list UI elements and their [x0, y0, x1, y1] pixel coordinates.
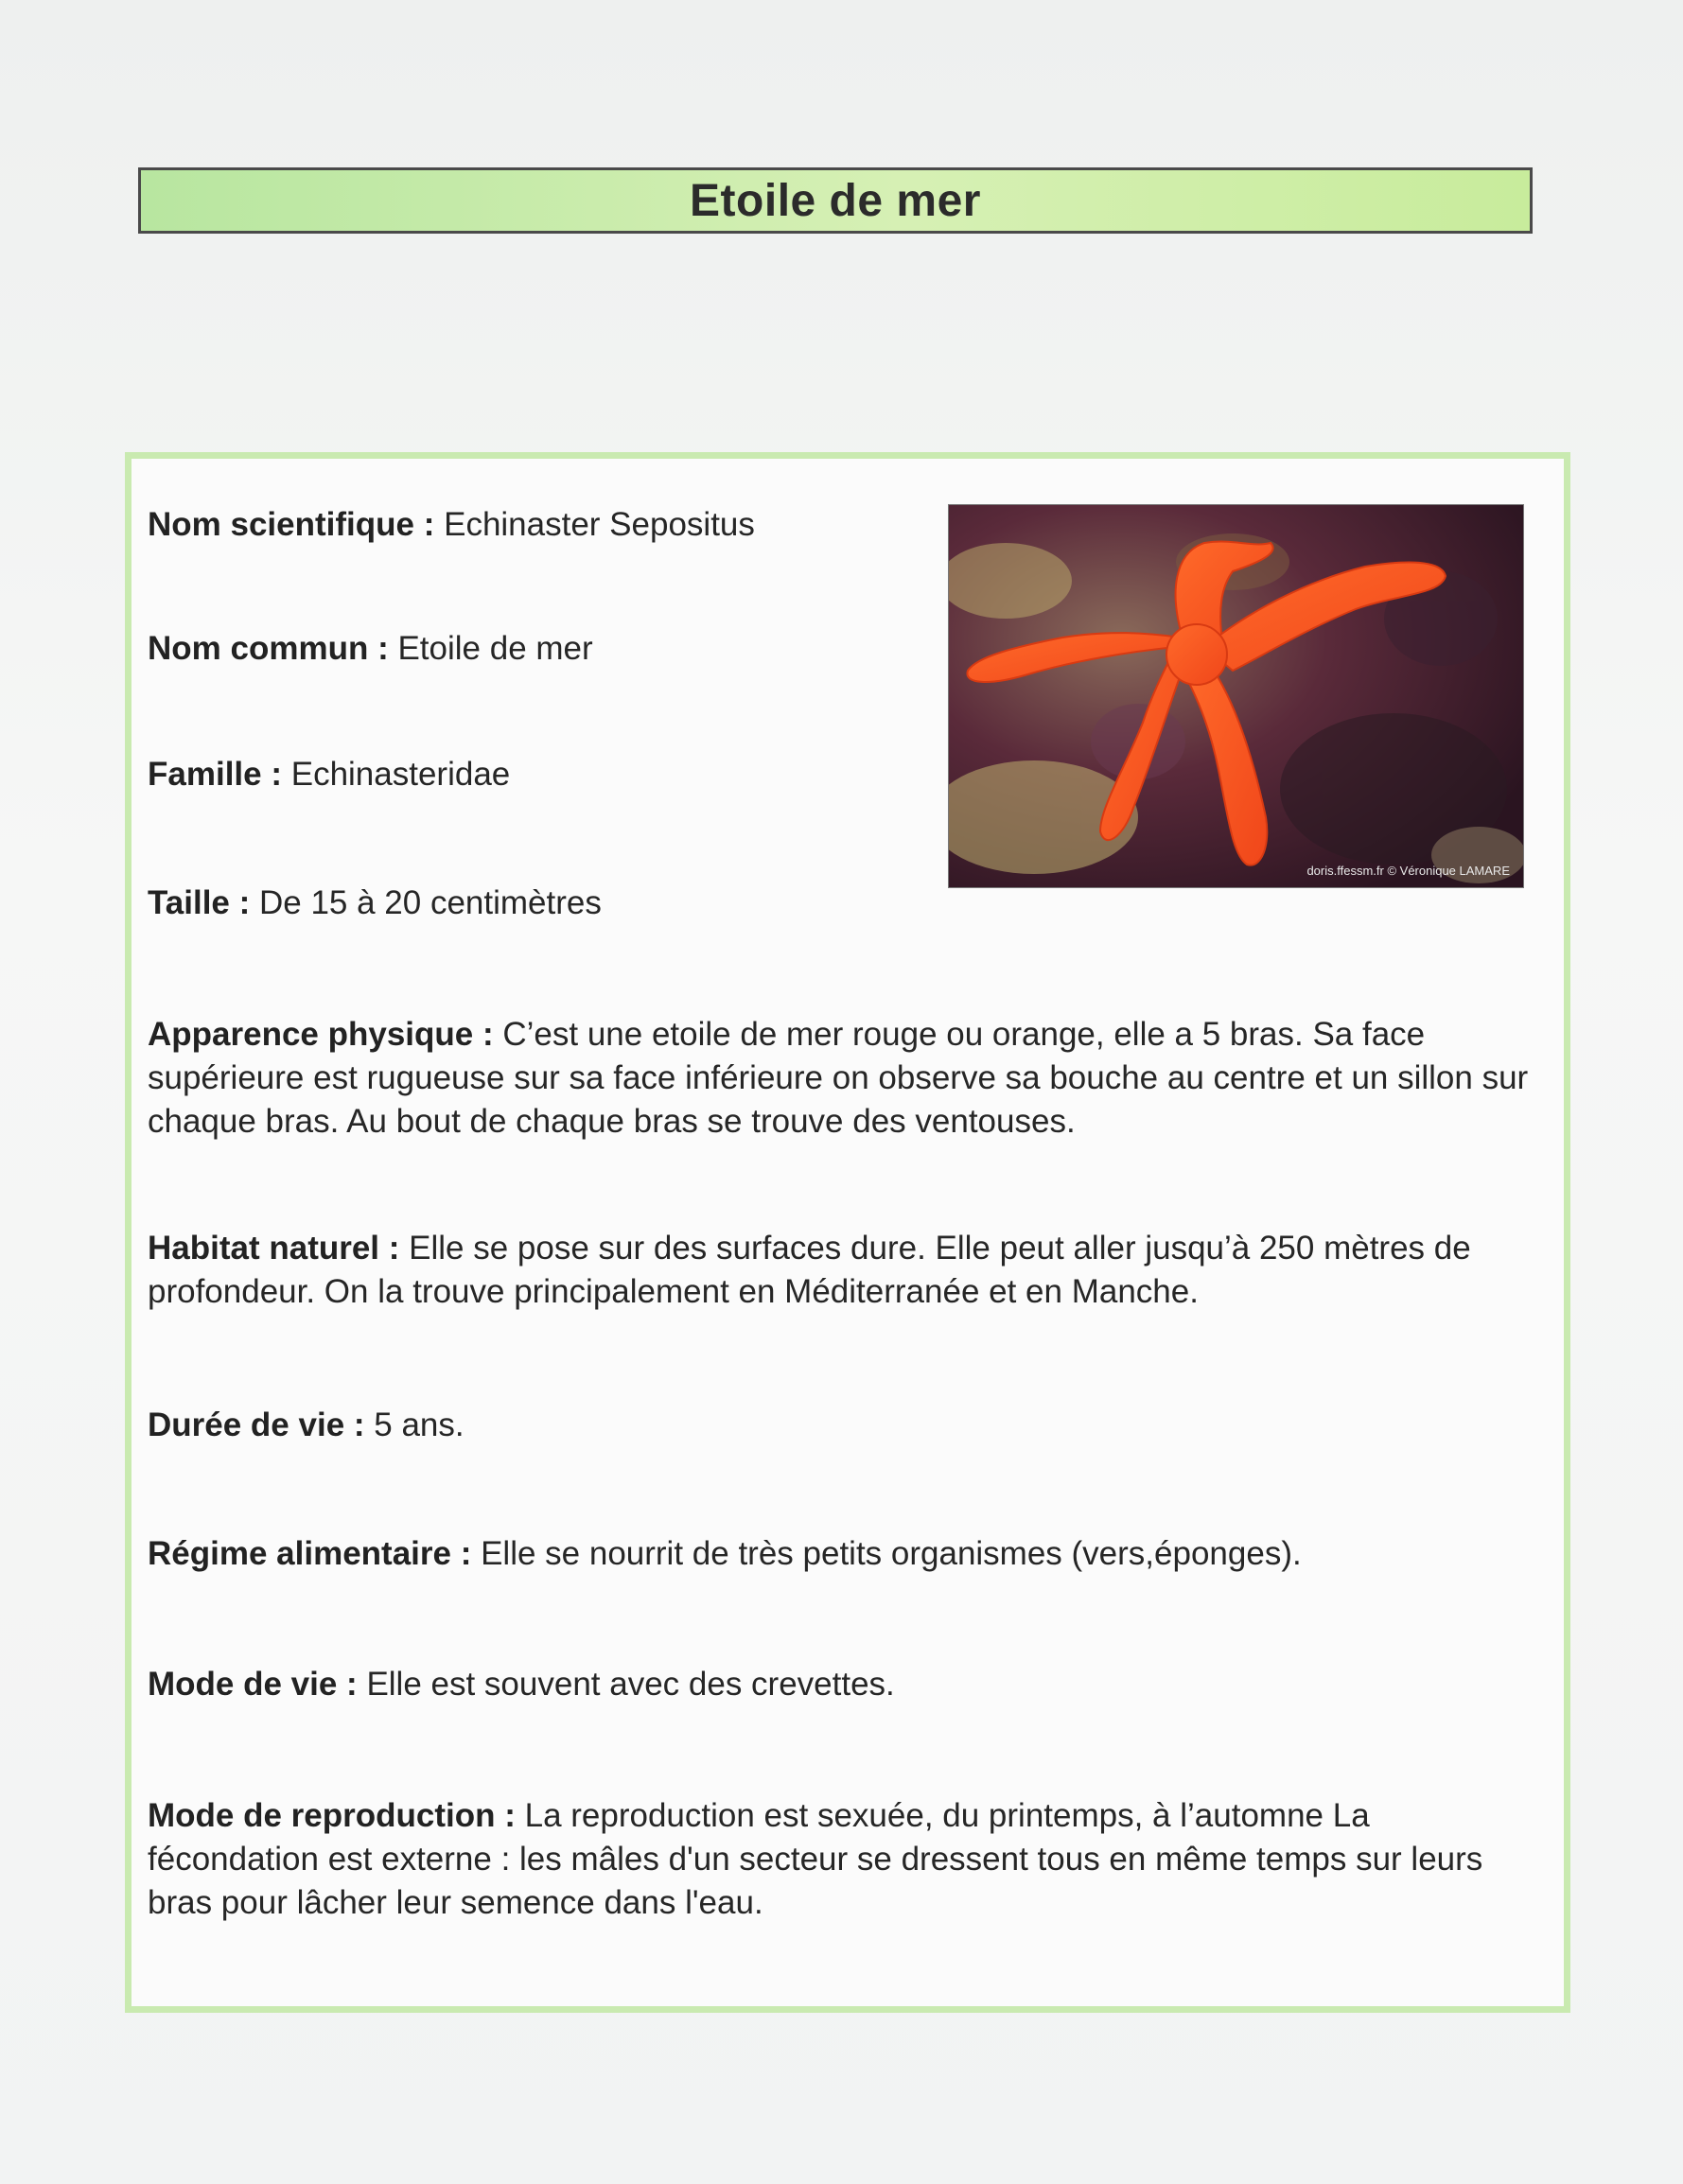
field-taille	[148, 882, 602, 925]
field-label: Famille :	[148, 756, 291, 793]
photo-credit: doris.ffessm.fr © Véronique LAMARE	[1306, 864, 1510, 878]
field-value: 5 ans.	[374, 1406, 465, 1443]
field-value: Elle se nourrit de très petits organismes (vers,éponges).	[481, 1535, 1302, 1572]
field-nom-scientifique	[148, 503, 755, 547]
field-label: Apparence physique :	[148, 1016, 503, 1053]
field-habitat-naturel	[148, 1227, 1529, 1314]
field-value: Echinaster Sepositus	[444, 506, 755, 543]
field-label: Régime alimentaire :	[148, 1535, 482, 1572]
field-label: Mode de reproduction :	[148, 1797, 525, 1834]
field-label: Taille :	[148, 884, 259, 921]
field-mode-de-reproduction	[148, 1794, 1510, 1925]
field-nom-commun	[148, 627, 593, 671]
field-regime-alimentaire	[148, 1532, 1302, 1576]
starfish-photo	[949, 505, 1523, 887]
field-label: Durée de vie :	[148, 1406, 375, 1443]
field-apparence-physique	[148, 1013, 1529, 1144]
title-banner	[138, 167, 1533, 234]
starfish-image	[949, 505, 1523, 887]
field-value: Echinasteridae	[290, 756, 511, 793]
field-label: Mode de vie :	[148, 1666, 367, 1703]
field-label: Nom scientifique :	[148, 506, 445, 543]
field-value: Elle est souvent avec des crevettes.	[366, 1666, 895, 1703]
field-value: C’est une etoile de mer rouge ou orange, elle a 5 bras. Sa face supérieure est rugueuse sur sa face inférieure on observe sa bouche au centre et un sillon sur chaque bras. Au bout de chaque bras se trouve des ventouses.	[148, 1016, 1529, 1140]
page-title: Etoile de mer	[690, 175, 981, 226]
field-value: Etoile de mer	[397, 630, 593, 667]
field-mode-de-vie	[148, 1663, 895, 1706]
field-duree-de-vie	[148, 1404, 465, 1447]
field-value: De 15 à 20 centimètres	[259, 884, 602, 921]
field-value: La reproduction est sexuée, du printemps, à l’automne La fécondation est externe : les mâles d'un secteur se dressent tous en même temps sur leurs bras pour lâcher leur semence dans l'eau.	[148, 1797, 1483, 1921]
field-label: Habitat naturel :	[148, 1230, 410, 1267]
field-famille	[148, 753, 510, 796]
field-value: Elle se pose sur des surfaces dure. Elle peut aller jusqu’à 250 mètres de profondeur. On la trouve principalement en Méditerranée et en Manche.	[148, 1230, 1471, 1310]
field-label: Nom commun :	[148, 630, 398, 667]
